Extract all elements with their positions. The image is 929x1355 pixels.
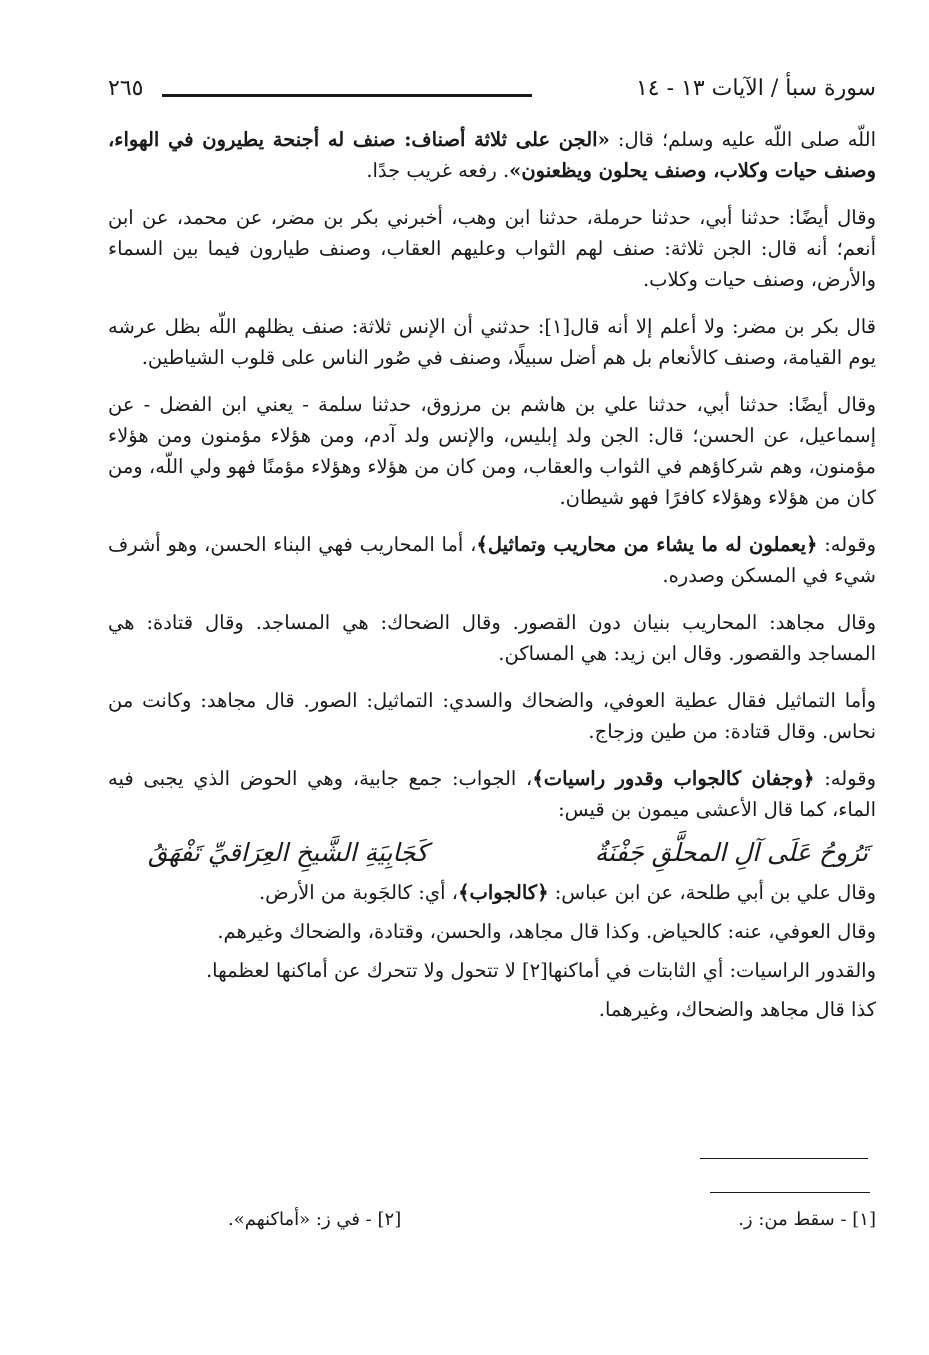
footnote-2 — [228, 1206, 401, 1234]
quran-quote: ﴿يعملون له ما يشاء من محاريب وتماثيل﴾ — [476, 533, 818, 556]
paragraph-11 — [108, 955, 876, 986]
quran-quote: ﴿وجفان كالجواب وقدور راسيات﴾ — [532, 767, 815, 790]
paragraph-3 — [108, 311, 876, 373]
footnotes — [228, 1206, 876, 1234]
paragraph-6 — [108, 607, 876, 669]
text-segment: وأما التماثيل فقال عطية العوفي، والضحاك والسدي: التماثيل: الصور. قال مجاهد: وكانت من نحاس. وقال قتادة: من طين وزجاج. — [108, 689, 876, 743]
body-text — [108, 124, 876, 1033]
quran-quote: ﴿كالجواب﴾ — [458, 881, 549, 904]
footnote-separator-lower — [710, 1192, 870, 1193]
text-segment: ، أي: كالجَوبة من الأرض. — [258, 881, 459, 904]
running-title: سورة سبأ / الآيات ١٣ - ١٤ — [635, 76, 876, 101]
text-segment: وقوله: — [814, 767, 876, 790]
text-segment: وقوله: — [817, 533, 876, 556]
paragraph-12 — [108, 994, 876, 1025]
page-header — [108, 72, 876, 112]
text-segment: اللّه صلى اللّه عليه وسلم؛ قال: — [609, 128, 876, 151]
text-segment: كذا قال مجاهد والضحاك، وغيرهما. — [598, 998, 876, 1021]
paragraph-10 — [108, 916, 876, 947]
footnote-marker: [٢] — [377, 1209, 402, 1230]
text-segment: والقدور الراسيات: أي الثابتات في أماكنها[٢] لا تتحول ولا تتحرك عن أماكنها لعظمها. — [205, 959, 876, 982]
hadith-quote: «الجن على ثلاثة أصناف: صنف له أجنحة يطيرون في الهواء، وصنف حيات وكلاب، وصنف يحلون ويظعنون» — [108, 128, 876, 182]
paragraph-9 — [108, 877, 876, 908]
paragraph-5 — [108, 529, 876, 591]
paragraph-4 — [108, 389, 876, 513]
paragraph-2 — [108, 202, 876, 295]
text-segment: قال بكر بن مضر: ولا أعلم إلا أنه قال[١]: حدثني أن الإنس ثلاثة: صنف يظلهم اللّه بظل عرشه يوم القيامة، وصنف كالأنعام بل هم أضل سبيلًا، وصنف في صُور الناس على قلوب الشياطين. — [108, 315, 876, 369]
paragraph-1 — [108, 124, 876, 186]
text-segment: وقال أيضًا: حدثنا أبي، حدثنا حرملة، حدثنا ابن وهب، أخبرني بكر بن مضر، عن محمد، عن ابن أنعم؛ أنه قال: الجن ثلاثة: صنف لهم الثواب وعليهم العقاب، وصنف طيارون فيما بين السماء والأرض، وصنف حيات وكلاب. — [108, 206, 876, 291]
footnote-marker: [١] — [852, 1209, 876, 1230]
text-segment: ، أما المحاريب فهي البناء الحسن، وهو أشرف شيء في المسكن وصدره. — [108, 533, 876, 587]
text-segment: وقال مجاهد: المحاريب بنيان دون القصور. وقال الضحاك: هي المساجد. وقال قتادة: هي المساجد والقصور. وقال ابن زيد: هي المساكن. — [108, 611, 876, 665]
header-rule — [162, 94, 532, 97]
text-segment: ، الجواب: جمع جابية، وهي الحوض الذي يجبى فيه الماء، كما قال الأعشى ميمون بن قيس: — [108, 767, 876, 821]
paragraph-8 — [108, 763, 876, 825]
footnote-1 — [738, 1206, 876, 1234]
page-number: ٢٦٥ — [108, 76, 144, 101]
text-segment: . رفعه غريب جدًا. — [366, 159, 510, 182]
footnote-text: - في ز: «أماكنهم». — [228, 1209, 372, 1230]
poetry-verse — [148, 833, 868, 873]
paragraph-7 — [108, 685, 876, 747]
text-segment: وقال العوفي، عنه: كالحياض. وكذا قال مجاهد، والحسن، وقتادة، والضحاك وغيرهم. — [217, 920, 876, 943]
footnote-text: - سقط من: ز. — [738, 1209, 847, 1230]
text-segment: وقال علي بن أبي طلحة، عن ابن عباس: — [548, 881, 876, 904]
text-segment: وقال أيضًا: حدثنا أبي، حدثنا علي بن هاشم بن مرزوق، حدثنا سلمة - يعني ابن الفضل - عن إسماعيل، عن الحسن؛ قال: الجن ولد إبليس، والإنس ولد آدم، ومن هؤلاء مؤمنون ومن هؤلاء مؤمنون، وهم شركاؤهم في الثواب والعقاب، ومن كان من هؤلاء وهؤلاء مؤمنًا فهو ولي اللّه، ومن كان من هؤلاء وهؤلاء كافرًا فهو شيطان. — [108, 393, 876, 509]
verse-second-hemistich: كَجَابِيَةِ الشَّيخِ العِرَاقيِّ تَفْهَقُ — [148, 838, 429, 867]
verse-first-hemistich: تَرُوحُ عَلَى آلِ المحلَّقِ جَفْنَةٌ — [594, 838, 868, 867]
footnote-separator — [700, 1158, 868, 1159]
